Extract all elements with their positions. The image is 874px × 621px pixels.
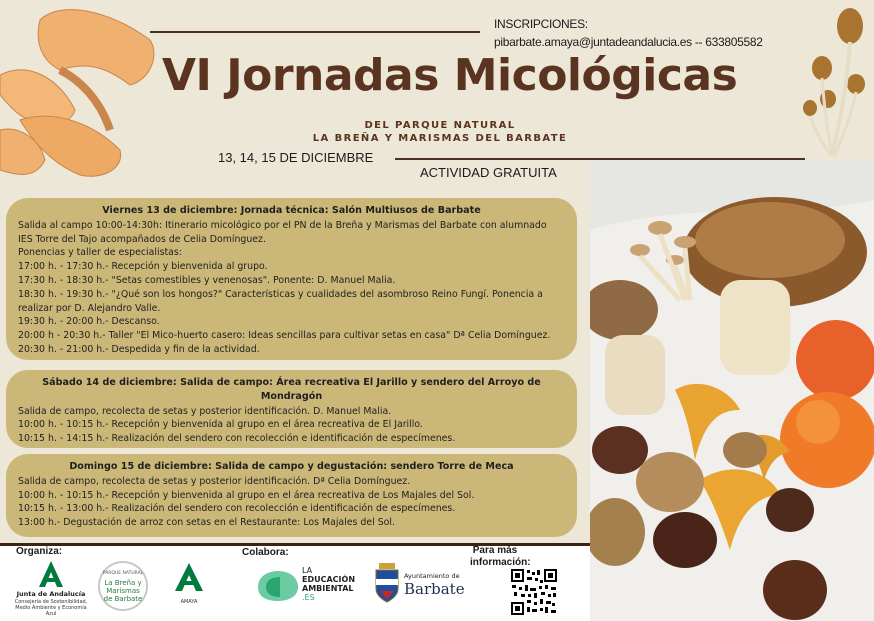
park-top-label: PARQUE NATURAL [102,571,144,576]
page-title: VI Jornadas Micológicas [162,50,738,101]
educacion-ambiental-logo-icon [256,569,300,603]
educacion-ambiental-label [302,566,355,602]
park-name-line-3: de Barbate [103,595,143,603]
schedule-line: IES Torre del Tajo acompañados de Celia Domínguez. [18,233,266,245]
amaya-label: AMAYA [180,599,198,605]
registration-contact[interactable]: pibarbate.amaya@juntadeandalucia.es -- 633805582 [494,35,763,49]
day-sunday-panel [6,454,577,537]
chanterelle-illustration [0,0,170,190]
mushroom-cluster-illustration [798,4,874,164]
day-sunday-heading: Domingo 15 de diciembre: Salida de campo y degustación: sendero Torre de Meca [69,461,514,472]
schedule-line: 10:00 h. - 10:15 h.- Recepción y bienvenida al grupo en el área recreativa de Los Majales del Sol. [18,489,475,501]
park-name-line-1: La Breña y [104,579,142,587]
event-dates: 13, 14, 15 DE DICIEMBRE [218,150,374,165]
amaya-logo-icon [174,562,204,592]
schedule-line: 10:00 h. - 10:15 h.- Recepción y bienvenida al grupo en el área recreativa de El Jarillo. [18,419,423,431]
schedule-line: 10:15 h. - 14:15 h.- Realización del sendero con recolección e identificación de especímenes. [18,433,456,445]
schedule-line: 18:30 h. - 19:30 h.- "¿Qué son los hongos?" Características y cualidades del asombroso Reino Fungí. Ponencia a [18,288,543,300]
edu-line-1: LA [302,566,313,575]
subtitle-line-2: LA BREÑA Y MARISMAS DEL BARBATE [312,133,568,144]
day-friday-heading: Viernes 13 de diciembre: Jornada técnica: Salón Multiusos de Barbate [102,205,481,216]
free-activity-label: ACTIVIDAD GRATUITA [420,165,557,180]
mushrooms-photo [590,160,874,621]
schedule-line: 20:00 h - 20:30 h.- Taller "El Mico-huerto casero: Ideas sencillas para cultivar setas en casa" Dª Celia Domínguez. [18,330,551,342]
day-friday-panel [6,198,577,360]
schedule-line: 19:30 h. - 20:00 h.- Descanso. [18,316,160,328]
top-rule [150,31,480,33]
mushrooms-photo-drawing [590,160,874,621]
schedule-line: Salida de campo, recolecta de setas y posterior identificación. D. Manuel Malia. [18,405,392,417]
info-label-line-1: Para más [472,545,518,556]
edu-line-4: .ES [302,593,315,602]
colabora-label: Colabora: [242,547,289,558]
day-saturday-panel [6,370,577,448]
park-subtitle [300,119,580,145]
schedule-line: 17:00 h. - 17:30 h.- Recepción y bienvenida al grupo. [18,261,268,273]
schedule-line: realizar por D. Alejandro Valle. [18,302,161,314]
junta-subtitle-line-1: Consejería de Sostenibilidad, [14,599,88,605]
registration-label: INSCRIPCIONES: [494,17,588,31]
schedule-line: 20:30 h. - 21:00 h.- Despedida y fin de la actividad. [18,343,260,355]
qr-code-graphic [510,568,558,616]
organiza-label: Organiza: [16,546,63,557]
park-name [100,579,146,603]
schedule-line: 13:00 h.- Degustación de arroz con setas en el Restaurante: Los Majales del Sol. [18,517,395,529]
junta-subtitle-line-2: Medio Ambiente y Economía Azul [15,605,87,617]
schedule-line: Salida de campo, recolecta de setas y posterior identificación. Dª Celia Domínguez. [18,475,411,487]
qr-code-icon[interactable] [510,568,558,616]
schedule-line: Salida al campo 10:00-14:30h: Itinerario micológico por el PN de la Breña y Marismas del Barbate con alumnado [18,219,547,231]
day-saturday-heading: Sábado 14 de diciembre: Salida de campo: Área recreativa El Jarillo y sendero del Arroyo de Mondragón [42,377,541,402]
schedule-line: Ponencias y taller de especialistas: [18,247,182,259]
registration-info [494,15,763,51]
info-label-line-2: información: [470,557,531,568]
ayuntamiento-label: Ayuntamiento de [404,572,460,580]
edu-line-3: AMBIENTAL [302,584,354,593]
schedule-line: 17:30 h. - 18:30 h.- "Setas comestibles y venenosas". Ponente: D. Manuel Malia. [18,274,396,286]
ayuntamiento-name: Barbate [404,580,465,598]
subtitle-line-1: DEL PARQUE NATURAL [364,120,516,131]
junta-name: Junta de Andalucía [16,590,86,598]
park-name-line-2: Marismas [106,587,140,595]
edu-line-2: EDUCACIÓN [302,575,356,584]
barbate-coat-of-arms-icon [374,563,400,603]
schedule-line: 10:15 h. - 13:00 h.- Realización del sendero con recolección e identificación de especímenes. [18,503,456,515]
info-label [470,545,531,569]
sponsors-footer [0,543,590,621]
junta-andalucia-logo-icon [38,560,64,588]
natural-park-logo [98,561,148,611]
junta-subtitle [12,599,90,617]
